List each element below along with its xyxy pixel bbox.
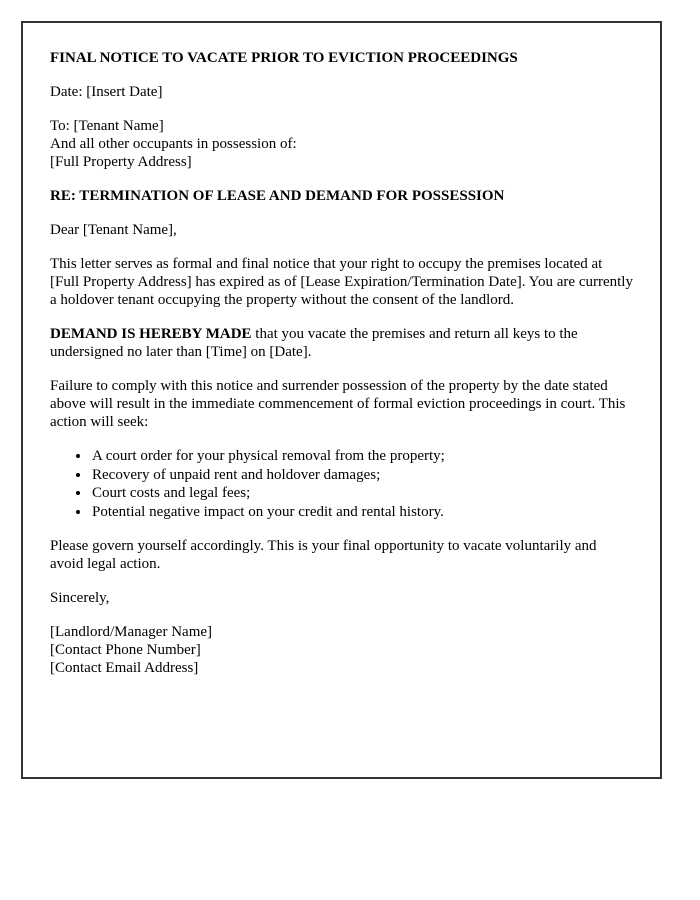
list-item: • Court costs and legal fees;: [91, 484, 633, 503]
letter-page: [21, 21, 662, 779]
signature-name-line: [Landlord/Manager Name]: [50, 624, 213, 640]
demand-bold-text: DEMAND IS HEREBY MADE: [50, 326, 252, 342]
document-title: FINAL NOTICE TO VACATE PRIOR TO EVICTION PROCEEDINGS: [50, 50, 518, 66]
paragraph-closing: Please govern yourself accordingly. This is your final opportunity to vacate voluntarily and avoid legal action.: [50, 538, 597, 572]
signoff: Sincerely,: [50, 590, 110, 606]
consequences-list: [50, 447, 633, 521]
list-item: • Potential negative impact on your credit and rental history.: [91, 503, 633, 522]
date-line: Date: [Insert Date]: [50, 84, 163, 100]
recipient-block: [50, 117, 633, 171]
demand-rest-text: that you vacate the premises and return all keys to the undersigned no later than [Time] on [Date].: [50, 326, 578, 360]
signature-email-line: [Contact Email Address]: [50, 660, 199, 676]
salutation: Dear [Tenant Name],: [50, 222, 177, 238]
recipient-to-line: To: [Tenant Name]: [50, 118, 164, 134]
paragraph-failure: Failure to comply with this notice and surrender possession of the property by the date stated above will result in the immediate commencement of formal eviction proceedings in court. This action will seek:: [50, 378, 626, 430]
signature-phone-line: [Contact Phone Number]: [50, 642, 201, 658]
signature-block: [50, 623, 633, 677]
re-subject-line: RE: TERMINATION OF LEASE AND DEMAND FOR POSSESSION: [50, 188, 505, 204]
list-item: • Recovery of unpaid rent and holdover damages;: [91, 466, 633, 485]
recipient-occupants-line: And all other occupants in possession of:: [50, 136, 297, 152]
paragraph-notice: This letter serves as formal and final notice that your right to occupy the premises located at [Full Property Address] has expired as of [Lease Expiration/Termination Date]. You are currently a holdover tenant occupying the property without the consent of the landlord.: [50, 256, 633, 308]
list-item: • A court order for your physical removal from the property;: [91, 447, 633, 466]
paragraph-demand: [50, 325, 633, 361]
recipient-address-line: [Full Property Address]: [50, 154, 192, 170]
